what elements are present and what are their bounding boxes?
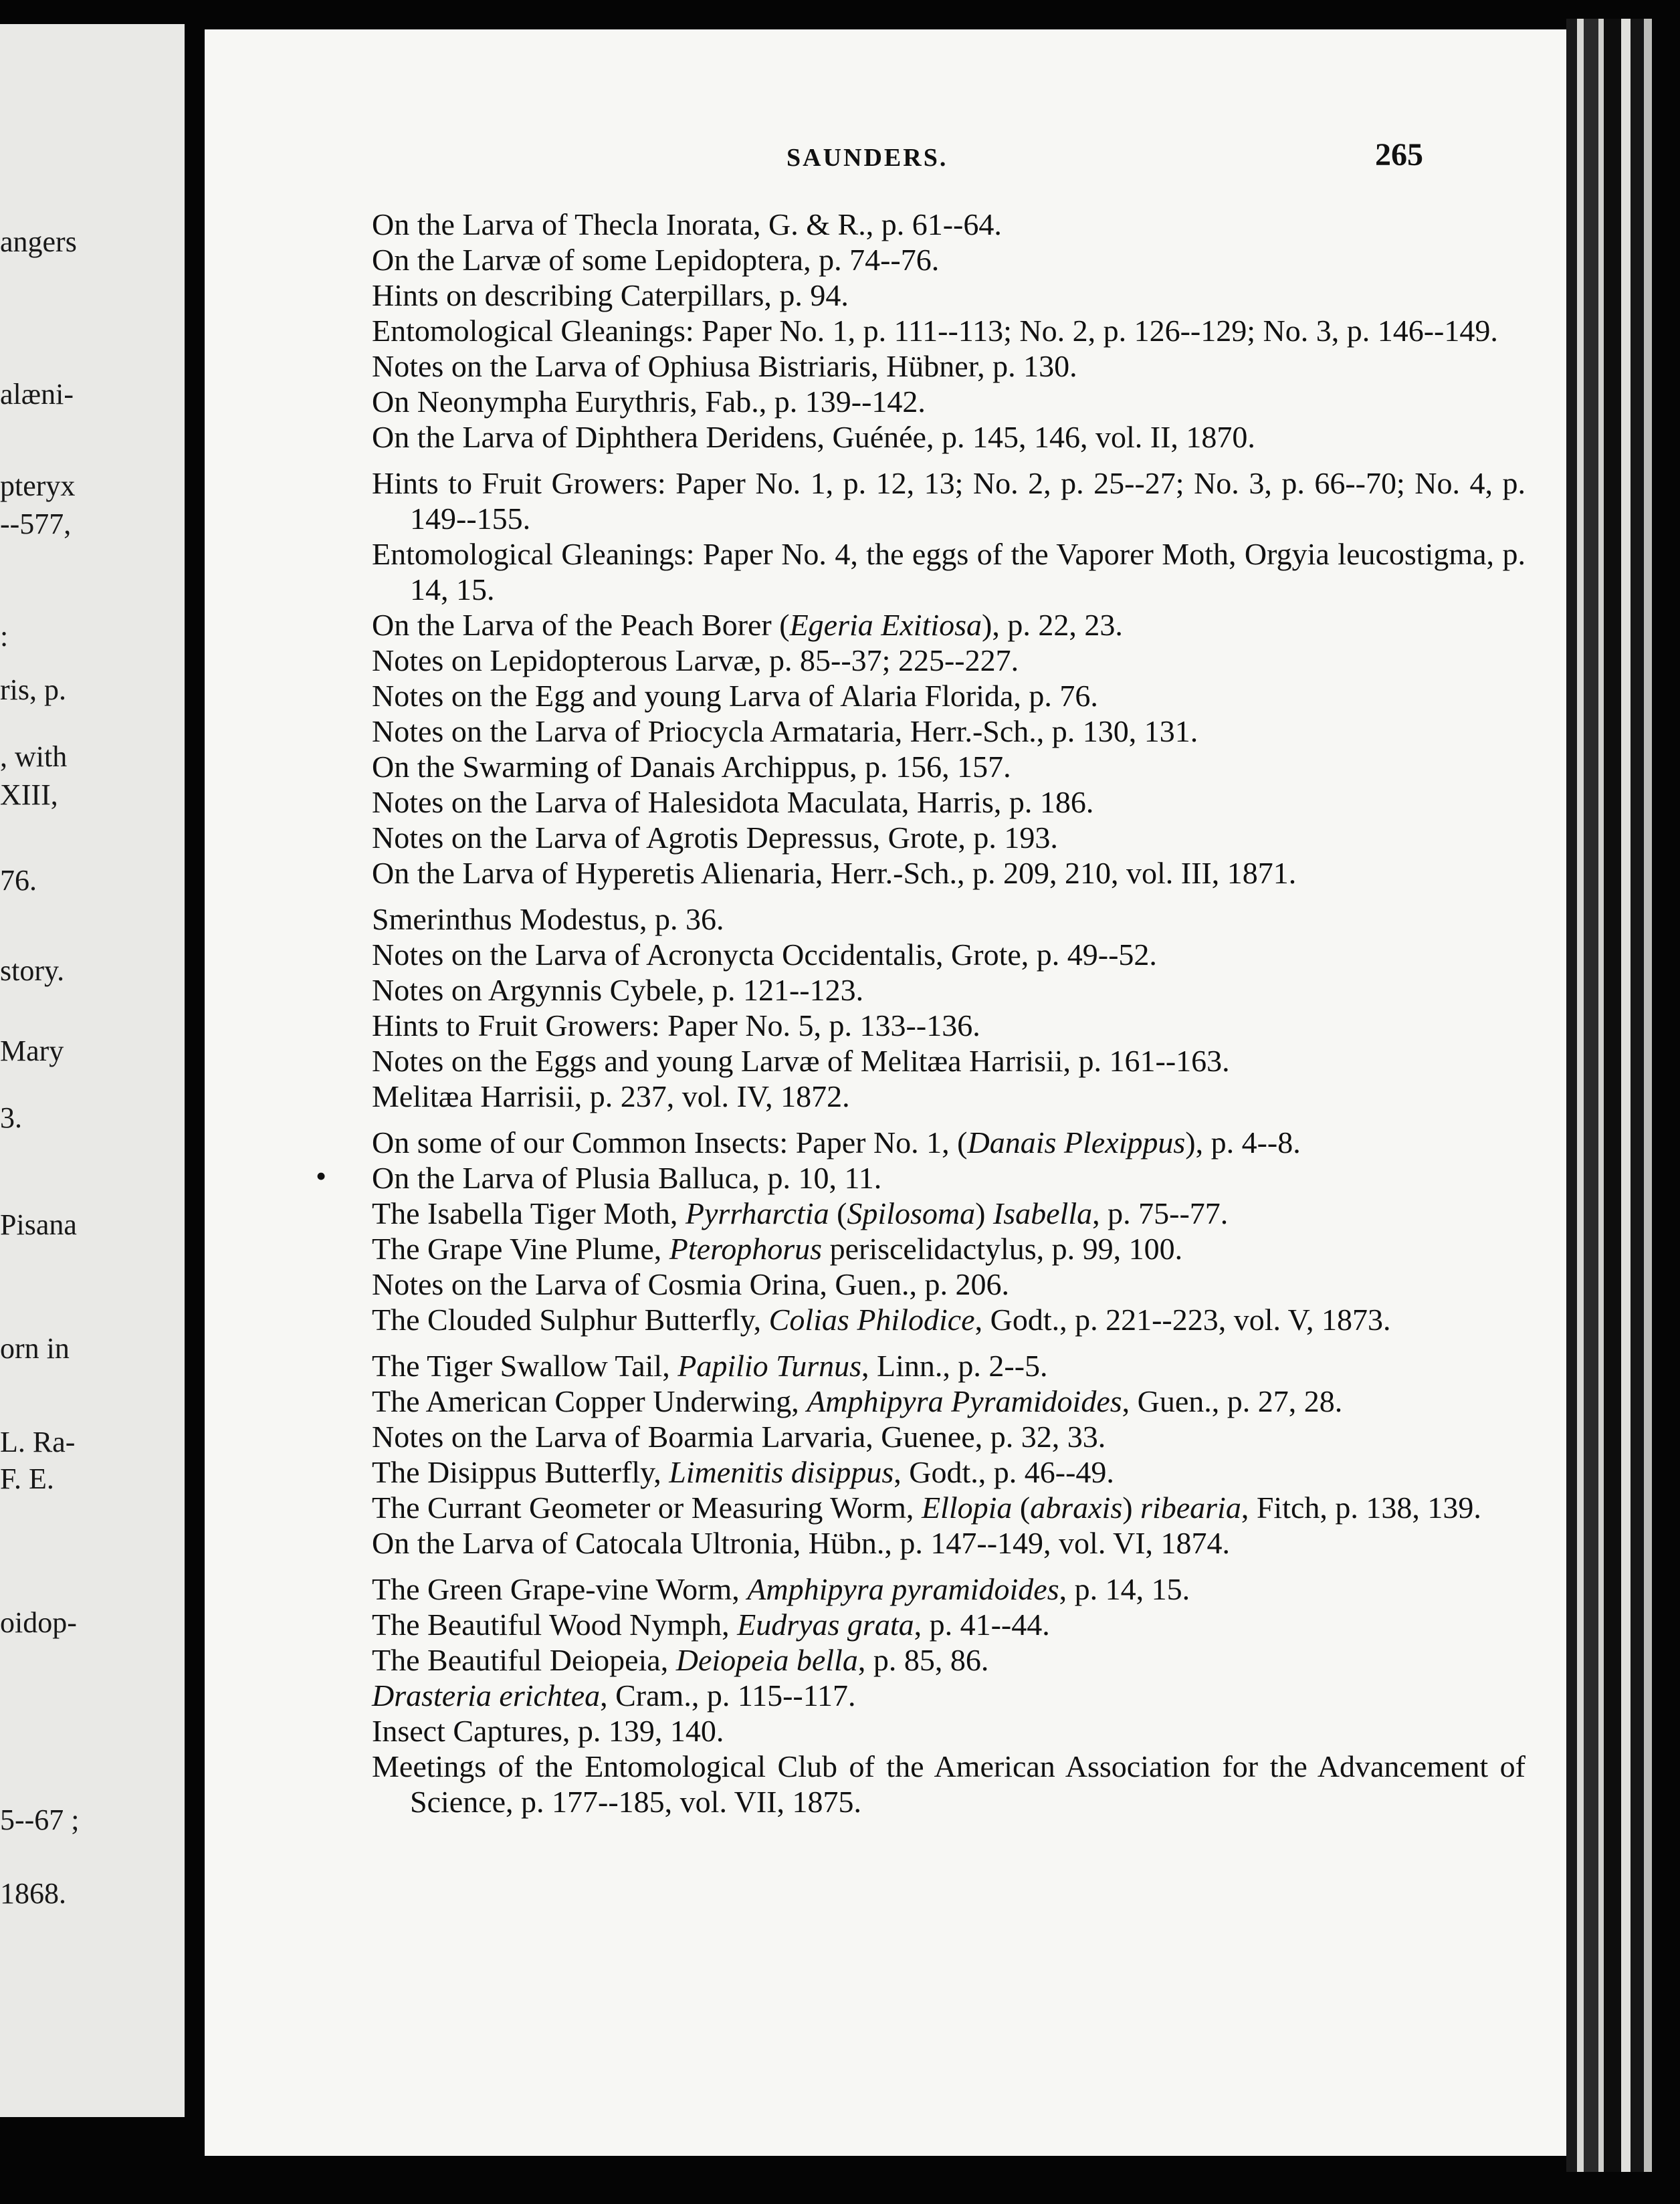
species-name-italic: Spilosoma: [847, 1196, 976, 1230]
bibliography-list: [372, 207, 1526, 1820]
left-page-text-fragment: :: [0, 620, 9, 653]
species-name-italic: Papilio Turnus: [677, 1349, 862, 1383]
entry-text: (: [829, 1196, 847, 1230]
bibliography-entry: Melitæa Harrisii, p. 237, vol. IV, 1872.: [372, 1079, 850, 1113]
bibliography-entry: [372, 1348, 1526, 1384]
bibliography-entry: [372, 1571, 1526, 1607]
species-name-italic: Drasteria erichtea: [372, 1678, 601, 1713]
bibliography-entry: Smerinthus Modestus, p. 36.: [372, 902, 724, 936]
entry-text: The Clouded Sulphur Butterfly,: [372, 1303, 769, 1337]
bibliography-entry: Notes on the Larva of Priocycla Armataria, Herr.-Sch., p. 130, 131.: [372, 714, 1198, 748]
left-page-text-fragment: 76.: [0, 864, 37, 897]
left-page-text-fragment: , with: [0, 740, 68, 773]
species-name-italic: Danais Plexippus: [967, 1125, 1186, 1160]
bibliography-entry: [372, 1642, 1526, 1678]
bibliography-entry: On the Larva of Hyperetis Alienaria, Herr.-Sch., p. 209, 210, vol. III, 1871.: [372, 856, 1297, 890]
bibliography-entry: Notes on the Larva of Boarmia Larvaria, Guenee, p. 32, 33.: [372, 1420, 1106, 1454]
species-name-italic: Egeria Exitiosa: [789, 608, 982, 642]
entry-text: On the Larva of the Peach Borer (: [372, 608, 790, 642]
species-name-italic: abraxis: [1030, 1491, 1123, 1525]
entry-text: , p. 75--77.: [1092, 1196, 1229, 1230]
bibliography-entry: Notes on the Larva of Halesidota Maculata, Harris, p. 186.: [372, 785, 1094, 819]
bibliography-entry: [372, 1607, 1526, 1642]
left-page-text-fragment: 5--67 ;: [0, 1803, 80, 1836]
bibliography-entry: Hints on describing Caterpillars, p. 94.: [372, 278, 849, 312]
left-page-text-fragment: orn in: [0, 1332, 70, 1365]
bibliography-entry: Entomological Gleanings: Paper No. 4, the eggs of the Vaporer Moth, Orgyia leucostigma, p. 14, 15.: [372, 537, 1526, 607]
left-page-text-fragment: oidop-: [0, 1606, 77, 1639]
bibliography-entry: [372, 607, 1526, 643]
species-name-italic: Colias Philodice: [768, 1303, 975, 1337]
entry-text: , p. 14, 15.: [1059, 1572, 1190, 1606]
running-head: SAUNDERS.: [786, 144, 948, 172]
species-name-italic: Amphipyra Pyramidoides: [807, 1384, 1122, 1418]
bibliography-entry: [372, 1490, 1526, 1525]
left-page-text-fragment: ris, p.: [0, 673, 66, 706]
page-edge-stack: [1566, 19, 1667, 2172]
left-page-text-fragment: story.: [0, 954, 65, 987]
left-page-text-fragment: Pisana: [0, 1208, 77, 1241]
bibliography-entry: Notes on the Eggs and young Larvæ of Melitæa Harrisii, p. 161--163.: [372, 1044, 1230, 1078]
left-page-text-fragment: L. Ra-: [0, 1426, 76, 1458]
bibliography-entry: [372, 1454, 1526, 1490]
species-name-italic: Ellopia: [921, 1491, 1013, 1525]
bibliography-entry: Notes on the Larva of Agrotis Depressus, Grote, p. 193.: [372, 820, 1058, 855]
entry-text: periscelidactylus, p. 99, 100.: [822, 1232, 1183, 1266]
left-page-text-fragment: --577,: [0, 508, 72, 540]
bibliography-entry: [372, 1302, 1526, 1337]
entry-text: The Green Grape-vine Worm,: [372, 1572, 748, 1606]
bibliography-entry: Hints to Fruit Growers: Paper No. 1, p. 12, 13; No. 2, p. 25--27; No. 3, p. 66--70; No. 4, p. 149--155.: [372, 466, 1526, 536]
left-page-text-fragment: pteryx: [0, 469, 76, 502]
entry-text: ), p. 22, 23.: [982, 608, 1123, 642]
left-page-text-fragment: alæni-: [0, 378, 74, 411]
bibliography-entry: Notes on the Larva of Cosmia Orina, Guen., p. 206.: [372, 1267, 1010, 1301]
bibliography-entry: On the Larva of Diphthera Deridens, Guénée, p. 145, 146, vol. II, 1870.: [372, 420, 1255, 454]
entry-text: The Currant Geometer or Measuring Worm,: [372, 1491, 922, 1525]
bibliography-entry: On the Swarming of Danais Archippus, p. 156, 157.: [372, 750, 1011, 784]
bibliography-entry: Meetings of the Entomological Club of the American Association for the Advancement of Science, p. 177--185, vol. VII, 1875.: [372, 1749, 1526, 1819]
bibliography-entry: [372, 1231, 1526, 1266]
page-header: [205, 136, 1566, 177]
bibliography-entry: On the Larva of Plusia Balluca, p. 10, 11.: [372, 1161, 882, 1195]
bibliography-entry: [372, 1678, 1526, 1713]
species-name-italic: Pyrrharctia: [685, 1196, 829, 1230]
bibliography-entry: On the Larvæ of some Lepidoptera, p. 74--76.: [372, 243, 940, 277]
species-name-italic: Pterophorus: [669, 1232, 823, 1266]
species-name-italic: Eudryas grata: [737, 1608, 914, 1642]
species-name-italic: Amphipyra pyramidoides: [747, 1572, 1059, 1606]
bibliography-entry: On the Larva of Catocala Ultronia, Hübn., p. 147--149, vol. VI, 1874.: [372, 1526, 1231, 1560]
bibliography-entry: Notes on the Larva of Acronycta Occidentalis, Grote, p. 49--52.: [372, 938, 1157, 972]
entry-text: The Isabella Tiger Moth,: [372, 1196, 686, 1230]
bibliography-entry: [372, 1196, 1526, 1231]
bibliography-entry: [372, 1125, 1526, 1160]
entry-text: The Beautiful Deiopeia,: [372, 1643, 676, 1677]
entry-text: ): [975, 1196, 993, 1230]
book-page: [205, 29, 1566, 2156]
stray-dot-mark: •: [316, 1159, 327, 1193]
entry-text: , Godt., p. 221--223, vol. V, 1873.: [974, 1303, 1391, 1337]
left-page-text-fragment: 1868.: [0, 1877, 66, 1910]
bibliography-entry: Insect Captures, p. 139, 140.: [372, 1714, 724, 1748]
entry-text: The Tiger Swallow Tail,: [372, 1349, 678, 1383]
entry-text: The Beautiful Wood Nymph,: [372, 1608, 738, 1642]
left-page-text-fragment: 3.: [0, 1101, 22, 1134]
entry-text: , Guen., p. 27, 28.: [1122, 1384, 1343, 1418]
left-page-fragment: [0, 24, 185, 2117]
species-name-italic: ribearia: [1140, 1491, 1241, 1525]
bibliography-entry: Notes on Argynnis Cybele, p. 121--123.: [372, 973, 864, 1007]
entry-text: On some of our Common Insects: Paper No. 1, (: [372, 1125, 968, 1160]
entry-text: , Cram., p. 115--117.: [600, 1678, 856, 1713]
bibliography-entry: On Neonympha Eurythris, Fab., p. 139--142.: [372, 384, 926, 419]
species-name-italic: Deiopeia bella: [675, 1643, 858, 1677]
entry-text: , p. 41--44.: [914, 1608, 1050, 1642]
species-name-italic: Limenitis disippus: [669, 1455, 894, 1489]
entry-text: The Grape Vine Plume,: [372, 1232, 669, 1266]
entry-text: The Disippus Butterfly,: [372, 1455, 669, 1489]
left-page-text-fragment: angers: [0, 225, 77, 258]
entry-text: ), p. 4--8.: [1185, 1125, 1301, 1160]
left-page-text-fragment: Mary: [0, 1034, 64, 1067]
bibliography-entry: Entomological Gleanings: Paper No. 1, p. 111--113; No. 2, p. 126--129; No. 3, p. 146--149.: [372, 314, 1498, 348]
entry-text: , p. 85, 86.: [857, 1643, 989, 1677]
bibliography-entry: Hints to Fruit Growers: Paper No. 5, p. 133--136.: [372, 1008, 980, 1042]
entry-text: , Godt., p. 46--49.: [894, 1455, 1114, 1489]
bibliography-entry: Notes on the Egg and young Larva of Alaria Florida, p. 76.: [372, 679, 1098, 713]
entry-text: (: [1012, 1491, 1031, 1525]
species-name-italic: Isabella: [992, 1196, 1093, 1230]
bibliography-entry: Notes on the Larva of Ophiusa Bistriaris, Hübner, p. 130.: [372, 349, 1077, 383]
left-page-text-fragment: XIII,: [0, 778, 58, 811]
bibliography-entry: [372, 1384, 1526, 1419]
bibliography-entry: Notes on Lepidopterous Larvæ, p. 85--37; 225--227.: [372, 643, 1019, 677]
entry-text: ): [1122, 1491, 1141, 1525]
entry-text: The American Copper Underwing,: [372, 1384, 807, 1418]
entry-text: , Fitch, p. 138, 139.: [1241, 1491, 1481, 1525]
bibliography-entry: On the Larva of Thecla Inorata, G. & R., p. 61--64.: [372, 207, 1002, 241]
left-page-text-fragment: F. E.: [0, 1462, 54, 1495]
entry-text: , Linn., p. 2--5.: [861, 1349, 1048, 1383]
page-number: 265: [1375, 137, 1423, 173]
